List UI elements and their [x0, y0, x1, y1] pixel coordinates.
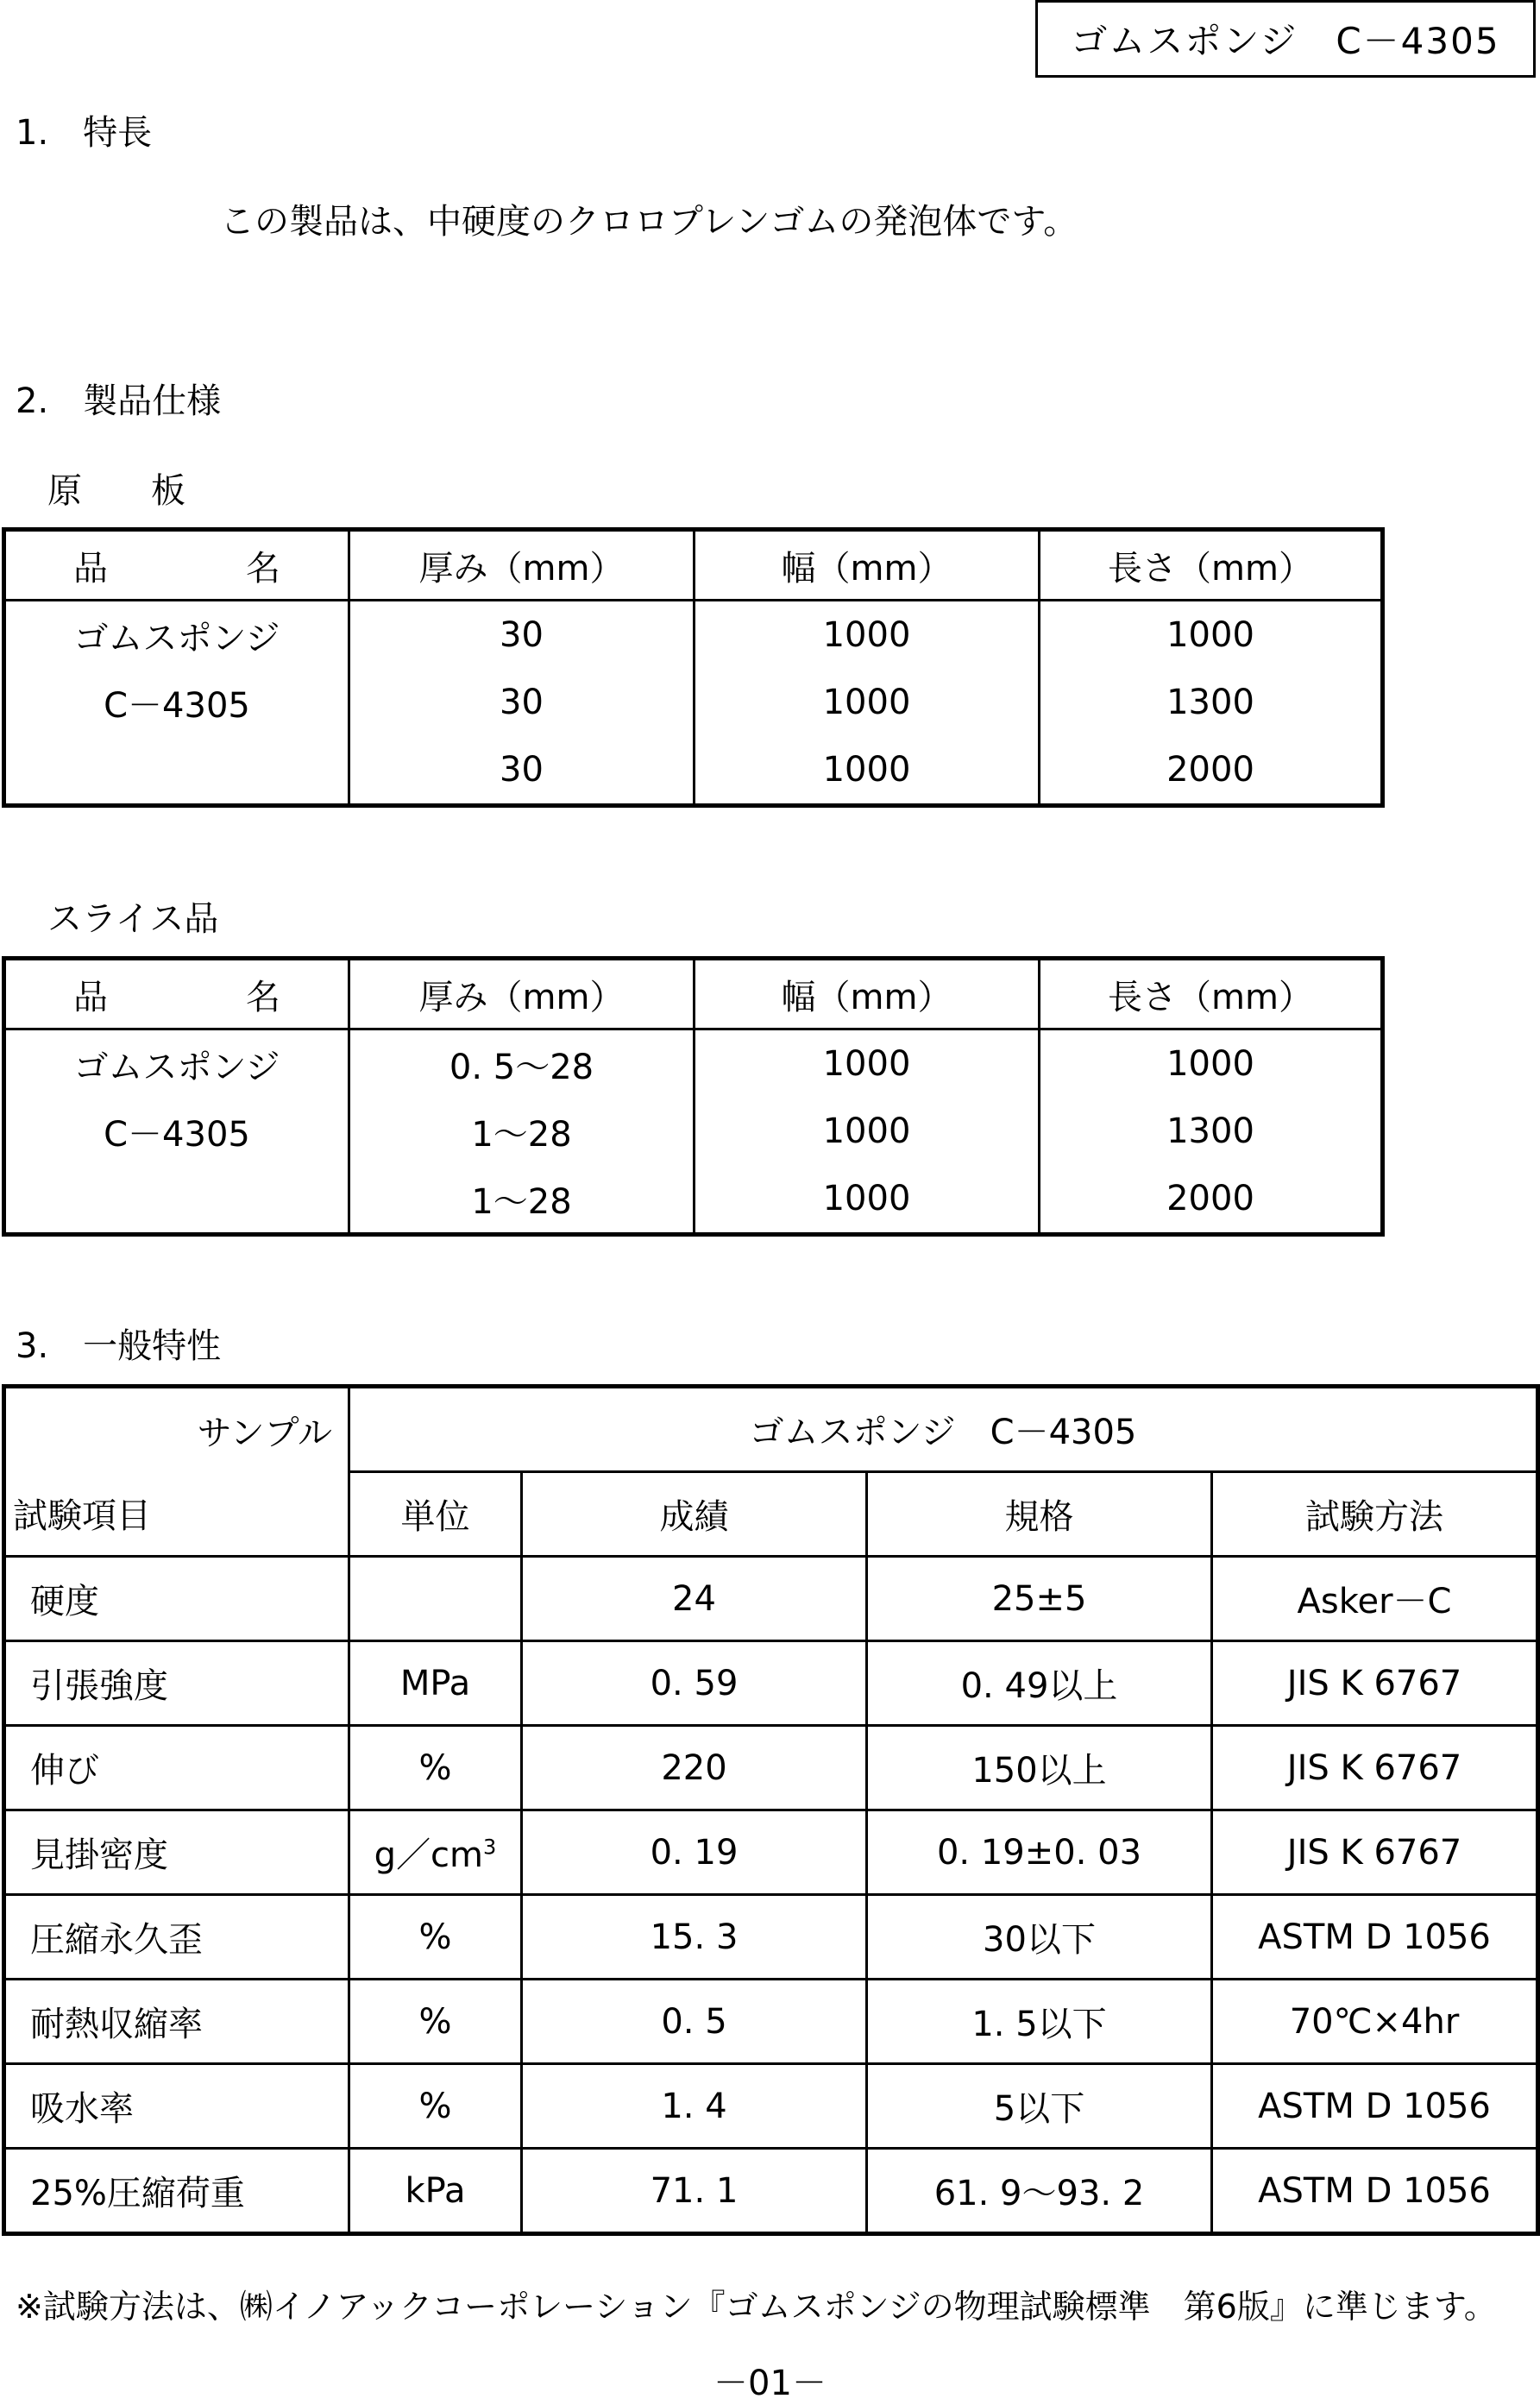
- table-row: [4, 1098, 1383, 1165]
- property-name: 吸水率: [4, 2064, 349, 2149]
- unit-cell: %: [349, 1726, 522, 1810]
- section-2-heading: 2. 製品仕様: [16, 381, 222, 421]
- header-name: 品 名: [4, 530, 349, 601]
- property-name: 引張強度: [4, 1641, 349, 1726]
- spec-cell: 0. 49以上: [867, 1641, 1212, 1726]
- spec-cell: 25±5: [867, 1557, 1212, 1641]
- result-cell: 0. 59: [522, 1641, 867, 1726]
- thickness-cell: 1～28: [349, 1098, 695, 1165]
- sample-label: サンプル: [4, 1387, 349, 1472]
- header-length: 長さ（mm）: [1040, 530, 1383, 601]
- header-name: 品 名: [4, 959, 349, 1029]
- sample-name: ゴムスポンジ C－4305: [349, 1387, 1538, 1472]
- test-method-footnote: ※試験方法は、㈱イノアックコーポレーション『ゴムスポンジの物理試験標準 第6版』に準じます。: [16, 2288, 1497, 2326]
- header-width: 幅（mm）: [695, 959, 1040, 1029]
- result-cell: 1. 4: [522, 2064, 867, 2149]
- feature-description: この製品は、中硬度のクロロプレンゴムの発泡体です。: [220, 202, 1078, 242]
- table-row: [4, 1726, 1538, 1810]
- spec-cell: 150以上: [867, 1726, 1212, 1810]
- width-cell: 1000: [695, 601, 1040, 670]
- test-item-label: 試験項目: [4, 1472, 349, 1557]
- property-name: 硬度: [4, 1557, 349, 1641]
- method-cell: ASTM D 1056: [1212, 2149, 1538, 2234]
- width-cell: 1000: [695, 1029, 1040, 1099]
- header-method: 試験方法: [1212, 1472, 1538, 1557]
- thickness-cell: 0. 5～28: [349, 1029, 695, 1099]
- result-cell: 24: [522, 1557, 867, 1641]
- result-cell: 220: [522, 1726, 867, 1810]
- method-cell: 70℃×4hr: [1212, 1980, 1538, 2064]
- result-cell: 0. 5: [522, 1980, 867, 2064]
- header-length: 長さ（mm）: [1040, 959, 1383, 1029]
- unit-cell: kPa: [349, 2149, 522, 2234]
- method-cell: JIS K 6767: [1212, 1810, 1538, 1895]
- spec-cell: 1. 5以下: [867, 1980, 1212, 2064]
- section-1-heading: 1. 特長: [16, 113, 153, 153]
- property-name: 見掛密度: [4, 1810, 349, 1895]
- length-cell: 1300: [1166, 1111, 1254, 1151]
- slice-label: スライス品: [47, 899, 219, 939]
- table-row: [4, 1895, 1538, 1980]
- width-cell: 1000: [695, 669, 1040, 736]
- product-code: C－4305: [4, 1098, 349, 1165]
- table-row: [4, 1641, 1538, 1726]
- unit-superscript: 3: [483, 1835, 497, 1860]
- product-name: ゴムスポンジ: [4, 1029, 349, 1099]
- table-row: [4, 736, 1383, 806]
- table-row: [4, 669, 1383, 736]
- length-cell: 2000: [1166, 750, 1254, 790]
- method-cell: ASTM D 1056: [1212, 2064, 1538, 2149]
- product-code: C－4305: [4, 669, 349, 736]
- header-spec: 規格: [867, 1472, 1212, 1557]
- result-cell: 15. 3: [522, 1895, 867, 1980]
- table-row: [4, 1029, 1383, 1099]
- product-name: ゴムスポンジ: [4, 601, 349, 670]
- method-cell: ASTM D 1056: [1212, 1895, 1538, 1980]
- length-cell: 1300: [1166, 683, 1254, 722]
- raw-sheet-label: 原 板: [47, 471, 185, 511]
- sample-row: [4, 1387, 1538, 1472]
- unit-cell: %: [349, 1980, 522, 2064]
- property-name: 25%圧縮荷重: [4, 2149, 349, 2234]
- raw-sheet-table: [2, 527, 1385, 808]
- table-row: [4, 1165, 1383, 1235]
- property-name: 耐熱収縮率: [4, 1980, 349, 2064]
- table-header-row: [4, 530, 1383, 601]
- unit-text: g／cm: [374, 1835, 484, 1875]
- table-row: [4, 1980, 1538, 2064]
- table-row: [4, 1557, 1538, 1641]
- unit-cell: %: [349, 2064, 522, 2149]
- table-row: [4, 2064, 1538, 2149]
- length-cell: 1000: [1166, 1044, 1254, 1084]
- width-cell: 1000: [695, 1165, 1040, 1235]
- spec-cell: 61. 9～93. 2: [867, 2149, 1212, 2234]
- table-row: [4, 2149, 1538, 2234]
- result-cell: 71. 1: [522, 2149, 867, 2234]
- result-cell: 0. 19: [522, 1810, 867, 1895]
- product-name-blank: [4, 1165, 349, 1235]
- table-header-row: [4, 1472, 1538, 1557]
- spec-cell: 30以下: [867, 1895, 1212, 1980]
- header-unit: 単位: [349, 1472, 522, 1557]
- thickness-cell: 30: [349, 601, 695, 670]
- unit-cell: MPa: [349, 1641, 522, 1726]
- length-cell: 2000: [1166, 1179, 1254, 1218]
- unit-cell: [349, 1810, 522, 1895]
- thickness-cell: 30: [349, 669, 695, 736]
- slice-table: [2, 956, 1385, 1237]
- method-cell: JIS K 6767: [1212, 1726, 1538, 1810]
- page-number: －01－: [713, 2364, 827, 2403]
- unit-cell: %: [349, 1895, 522, 1980]
- header-width: 幅（mm）: [695, 530, 1040, 601]
- section-3-heading: 3. 一般特性: [16, 1326, 222, 1366]
- spec-cell: 5以下: [867, 2064, 1212, 2149]
- thickness-cell: 30: [349, 736, 695, 806]
- property-name: 伸び: [4, 1726, 349, 1810]
- table-row: [4, 601, 1383, 670]
- thickness-cell: 1～28: [349, 1165, 695, 1235]
- width-cell: 1000: [695, 1098, 1040, 1165]
- unit-cell: [349, 1557, 522, 1641]
- product-name-blank: [4, 736, 349, 806]
- method-cell: Asker－C: [1212, 1557, 1538, 1641]
- header-result: 成績: [522, 1472, 867, 1557]
- width-cell: 1000: [695, 736, 1040, 806]
- spec-cell: 0. 19±0. 03: [867, 1810, 1212, 1895]
- property-name: 圧縮永久歪: [4, 1895, 349, 1980]
- general-properties-table: [2, 1384, 1540, 2236]
- header-thickness: 厚み（mm）: [349, 959, 695, 1029]
- method-cell: JIS K 6767: [1212, 1641, 1538, 1726]
- document-title: ゴムスポンジ C－4305: [1035, 0, 1536, 78]
- table-row: [4, 1810, 1538, 1895]
- length-cell: 1000: [1166, 615, 1254, 655]
- header-thickness: 厚み（mm）: [349, 530, 695, 601]
- table-header-row: [4, 959, 1383, 1029]
